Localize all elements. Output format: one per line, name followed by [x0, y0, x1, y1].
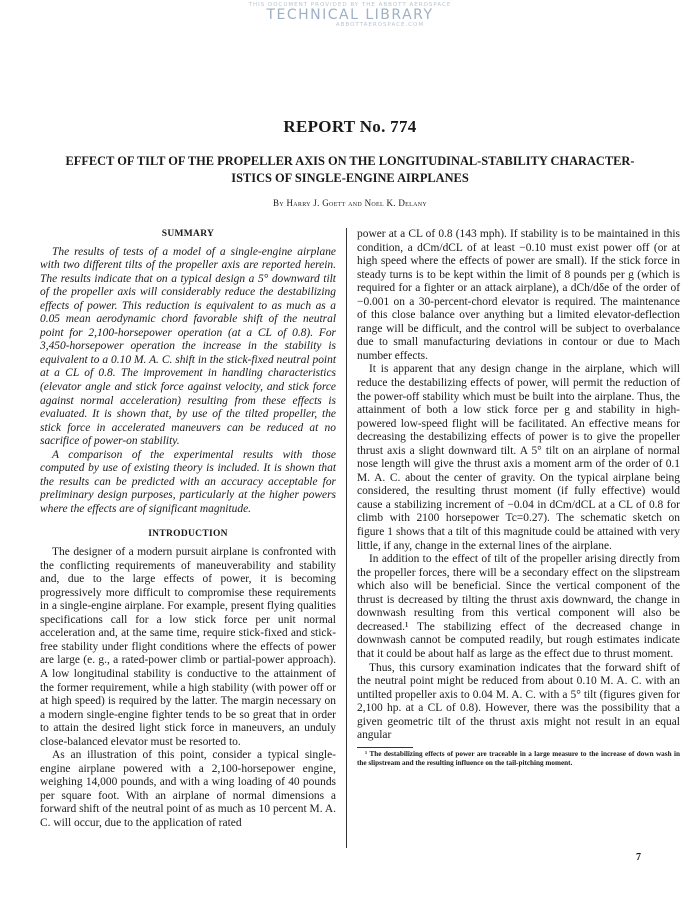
- body-paragraph: It is apparent that any design change in the airplane, which will reduce the destabilizing effects of power, will permit the reduction of the power-off stability which must be built into the airplane. Thus, the attainment of both a low stick force per g and stability in high-powered low-speed flight will be facilitated. An effective means for decreasing the destabilizing effects of power is to give the propeller thrust axis a slight downward tilt. A 5° tilt on an airplane of normal nose length will give the thrust axis a moment arm of the order of 0.1 M. A. C. about the center of gravity. On the typical airplane being considered, the resulting thrust moment (if fully effective) would cause a stabilizing increment of −0.04 in dCm/dCL at a CL of 0.8 for climb with 2100 horsepower Tc=0.27). The schematic sketch on figure 1 shows that a tilt of this magnitude could be attained with very little, if any, change in the external lines of the airplane.: [357, 363, 680, 552]
- page-number: 7: [636, 852, 641, 863]
- footnote-rule: [357, 747, 413, 748]
- authors: By Harry J. Goett and Noel K. Delany: [272, 198, 428, 208]
- watermark-url: ABBOTTAEROSPACE.COM: [335, 22, 425, 28]
- introduction-paragraph: As an illustration of this point, consider a typical single-engine airplane powered with a 2,100-horsepower engine, weighing 14,000 pounds, and with a wing loading of 40 pounds per square foot. With an airplane of normal dimensions a forward shift of the neutral point of as much as 10 percent M. A. C. will occur, due to the application of rated: [40, 749, 336, 829]
- body-paragraph: Thus, this cursory examination indicates that the forward shift of the neutral point might be reduced from about 0.10 M. A. C. with an untilted propeller axis to 0.04 M. A. C. with a 5° tilt (figures given for 2,100 hp. at a CL of 0.8). However, there was the possibility that a given geometric tilt of the thrust axis might not result in an equal angular: [357, 661, 680, 742]
- body-paragraph: In addition to the effect of tilt of the propeller arising directly from the propeller forces, there will be a secondary effect on the slipstream which also will be beneficial. Since the vertical component of the thrust is decreased by tilting the thrust axis downward, the change in downwash resulting from this vertical component will also be decreased.¹ The stabilizing effect of the decreased change in downwash cannot be computed readily, but rough estimates indicate that it could be about half as large as the effect due to thrust moment.: [357, 553, 680, 660]
- report-number: REPORT No. 774: [283, 117, 417, 136]
- paper-title: [20, 153, 680, 187]
- footnote: ¹ The destabilizing effects of power are traceable in a large measure to the increase of down wash in the slipstream and the resulting influence on the tail-pitching moment.: [357, 749, 680, 767]
- summary-section: [40, 246, 336, 517]
- summary-paragraph: The results of tests of a model of a single-engine airplane with two different tilts of the propeller axis are reported herein. The results indicate that on a typical design a 5° downward tilt of the propeller axis will considerably reduce the destabilizing effects of power. This reduction is equivalent to as much as a 0.05 mean aerodynamic chord favorable shift of the neutral point for 2,100-horsepower operation (at a CL of 0.8). For 3,450-horsepower operation the increase in the stability is equivalent to a 0.10 M. A. C. shift in the stick-fixed neutral point at a CL of 0.8. The improvement in handling characteristics (elevator angle and stick force against velocity, and stick force against normal acceleration) resulting from these effects is evaluated. It is shown that, by use of the tilted propeller, the stick force in accelerated maneuvers can be reduced at no sacrifice of power-on stability.: [40, 245, 336, 448]
- right-column: [357, 228, 680, 768]
- column-divider: [346, 228, 347, 848]
- title-line-2: ISTICS OF SINGLE-ENGINE AIRPLANES: [231, 171, 469, 185]
- introduction-paragraph: The designer of a modern pursuit airplane is confronted with the conflicting requirements of maneuverability and stability and, due to the large effects of power, it is becoming progressively more difficult to compromise these requirements in a single-engine airplane. For example, present flying qualities specifications call for a low stick force per unit normal acceleration and, at the same time, require stick-fixed and stick-free stability under flight conditions where the effects of power are large (e. g., a rated-power climb or partial-power approach). A low longitudinal stability is conductive to the attainment of the former requirement, while a high stability (with power off or at high speed) is required by the latter. The margin necessary on a modern single-engine fighter tends to be so great that in order to attain the desired light stick force in maneuvers, an unduly close-balanced elevator must be resorted to.: [40, 546, 336, 748]
- title-line-1: EFFECT OF TILT OF THE PROPELLER AXIS ON THE LONGITUDINAL-STABILITY CHARACTER-: [65, 154, 635, 168]
- introduction-heading: INTRODUCTION: [148, 529, 228, 540]
- summary-paragraph: A comparison of the experimental results with those computed by use of existing theory is included. It is shown that the results can be predicted with an accuracy acceptable for preliminary design purposes, particularly at the higher powers where the effects are of significant magnitude.: [40, 448, 336, 515]
- body-paragraph: power at a CL of 0.8 (143 mph). If stability is to be maintained in this condition, a dCm/dCL of at least −0.10 must exist power off (or at high speed where the effects of power are small). If the stick force in steady turns is to be kept within the limit of 8 pounds per g (which is required for a fighter or an attack airplane), a dCh/dδe of the order of −0.001 on a 30-percent-chord elevator is required. The maintenance of this close balance over anything but a limited elevator-deflection range will be difficult, and the control will be subject to overbalance due to small manufacturing deviations in contour or due to Mach number effects.: [357, 228, 680, 362]
- watermark-provided-by: THIS DOCUMENT PROVIDED BY THE ABBOTT AEROSPACE: [248, 2, 452, 8]
- left-column: [40, 228, 336, 831]
- introduction-section: [40, 546, 336, 830]
- watermark: [0, 2, 700, 28]
- watermark-library-name: TECHNICAL LIBRARY: [266, 7, 434, 23]
- summary-heading: SUMMARY: [161, 229, 215, 239]
